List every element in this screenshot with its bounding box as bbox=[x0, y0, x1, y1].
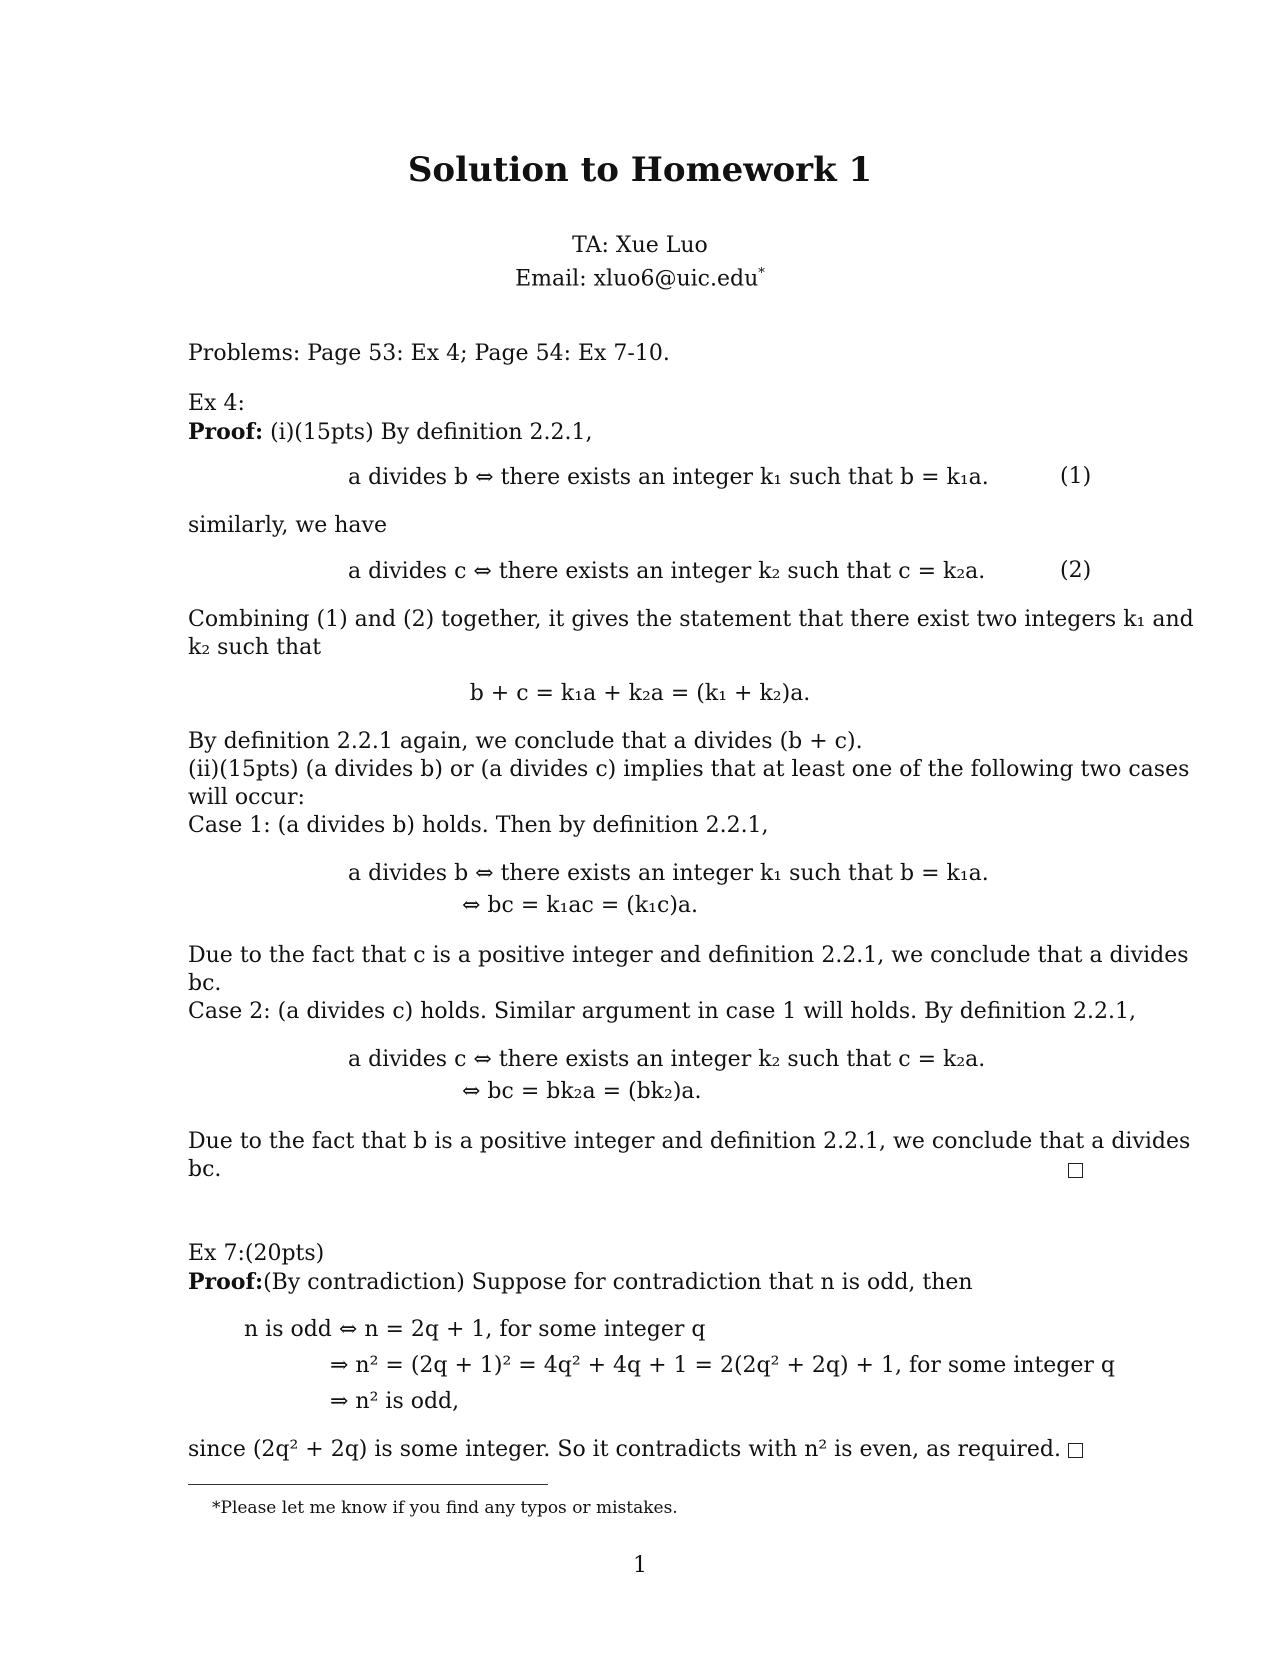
ex4-case1-line: Case 1: (a divides b) holds. Then by definition 2.2.1, bbox=[188, 813, 769, 838]
ex7-derivation-line-3: ⇒ n² is odd, bbox=[330, 1389, 460, 1414]
email-line bbox=[0, 260, 1280, 293]
ex4-equation-1: a divides b ⇔ there exists an integer k₁ such that b = k₁a. bbox=[348, 465, 989, 490]
footnote-mark: * bbox=[758, 266, 765, 281]
ex4-case1-equation-2: ⇔ bc = k₁ac = (k₁c)a. bbox=[462, 893, 699, 918]
ex4-case2-line: Case 2: (a divides c) holds. Similar argument in case 1 will holds. By definition 2.2.1, bbox=[188, 999, 1136, 1024]
ex4-part2-line-2: will occur: bbox=[188, 785, 305, 810]
ex4-similarly: similarly, we have bbox=[188, 513, 387, 538]
ex7-derivation-line-1: n is odd ⇔ n = 2q + 1, for some integer q bbox=[244, 1317, 706, 1342]
email-text: Email: xluo6@uic.edu bbox=[515, 266, 759, 292]
ex4-case1-equation-1: a divides b ⇔ there exists an integer k₁ such that b = k₁a. bbox=[348, 861, 989, 886]
ex4-proof-line bbox=[188, 418, 592, 447]
footnote-rule bbox=[188, 1484, 548, 1485]
ex7-proof-line bbox=[188, 1268, 973, 1297]
ex7-heading: Ex 7:(20pts) bbox=[188, 1241, 325, 1266]
ex4-heading: Ex 4: bbox=[188, 391, 245, 416]
ex4-conclude: By definition 2.2.1 again, we conclude that a divides (b + c). bbox=[188, 729, 863, 754]
problems-line: Problems: Page 53: Ex 4; Page 54: Ex 7-10. bbox=[188, 341, 670, 366]
ex7-derivation-line-2: ⇒ n² = (2q + 1)² = 4q² + 4q + 1 = 2(2q² + 2q) + 1, for some integer q bbox=[330, 1353, 1116, 1378]
ex4-part2-line-1: (ii)(15pts) (a divides b) or (a divides c) implies that at least one of the following two cases bbox=[188, 757, 1190, 782]
ex7-proof-label: Proof: bbox=[188, 1269, 264, 1295]
footnote-text: *Please let me know if you find any typos or mistakes. bbox=[212, 1498, 678, 1518]
ex4-equation-2-number: (2) bbox=[1060, 558, 1092, 583]
ex4-proof-label: Proof: bbox=[188, 419, 264, 445]
ex4-equation-2: a divides c ⇔ there exists an integer k₂ such that c = k₂a. bbox=[348, 559, 986, 584]
ex4-qed-square-icon bbox=[1068, 1163, 1083, 1178]
ex7-conclusion: since (2q² + 2q) is some integer. So it contradicts with n² is even, as required. bbox=[188, 1437, 1061, 1462]
ex4-case1-conclusion-1: Due to the fact that c is a positive integer and definition 2.2.1, we conclude that a divides bbox=[188, 943, 1189, 968]
ex7-qed-square-icon bbox=[1068, 1443, 1083, 1458]
ex4-case1-conclusion-2: bc. bbox=[188, 971, 222, 996]
ex4-proof-intro: (i)(15pts) By definition 2.2.1, bbox=[263, 420, 593, 445]
ex4-combining-line-2: k₂ such that bbox=[188, 635, 322, 660]
page-number: 1 bbox=[633, 1553, 647, 1578]
ex7-proof-intro: (By contradiction) Suppose for contradiction that n is odd, then bbox=[263, 1270, 973, 1295]
ex4-case2-equation-1: a divides c ⇔ there exists an integer k₂ such that c = k₂a. bbox=[348, 1047, 986, 1072]
ex4-case2-equation-2: ⇔ bc = bk₂a = (bk₂)a. bbox=[462, 1079, 702, 1104]
ex4-case2-conclusion-1: Due to the fact that b is a positive integer and definition 2.2.1, we conclude that a divides bbox=[188, 1129, 1191, 1154]
paper-title: Solution to Homework 1 bbox=[407, 150, 873, 190]
ex4-equation-3: b + c = k₁a + k₂a = (k₁ + k₂)a. bbox=[469, 681, 811, 706]
ex4-case2-conclusion-2: bc. bbox=[188, 1157, 222, 1182]
ex4-equation-1-number: (1) bbox=[1060, 464, 1092, 489]
ex4-combining-line-1: Combining (1) and (2) together, it gives the statement that there exist two integers k₁ and bbox=[188, 607, 1194, 632]
ta-line: TA: Xue Luo bbox=[572, 233, 708, 258]
